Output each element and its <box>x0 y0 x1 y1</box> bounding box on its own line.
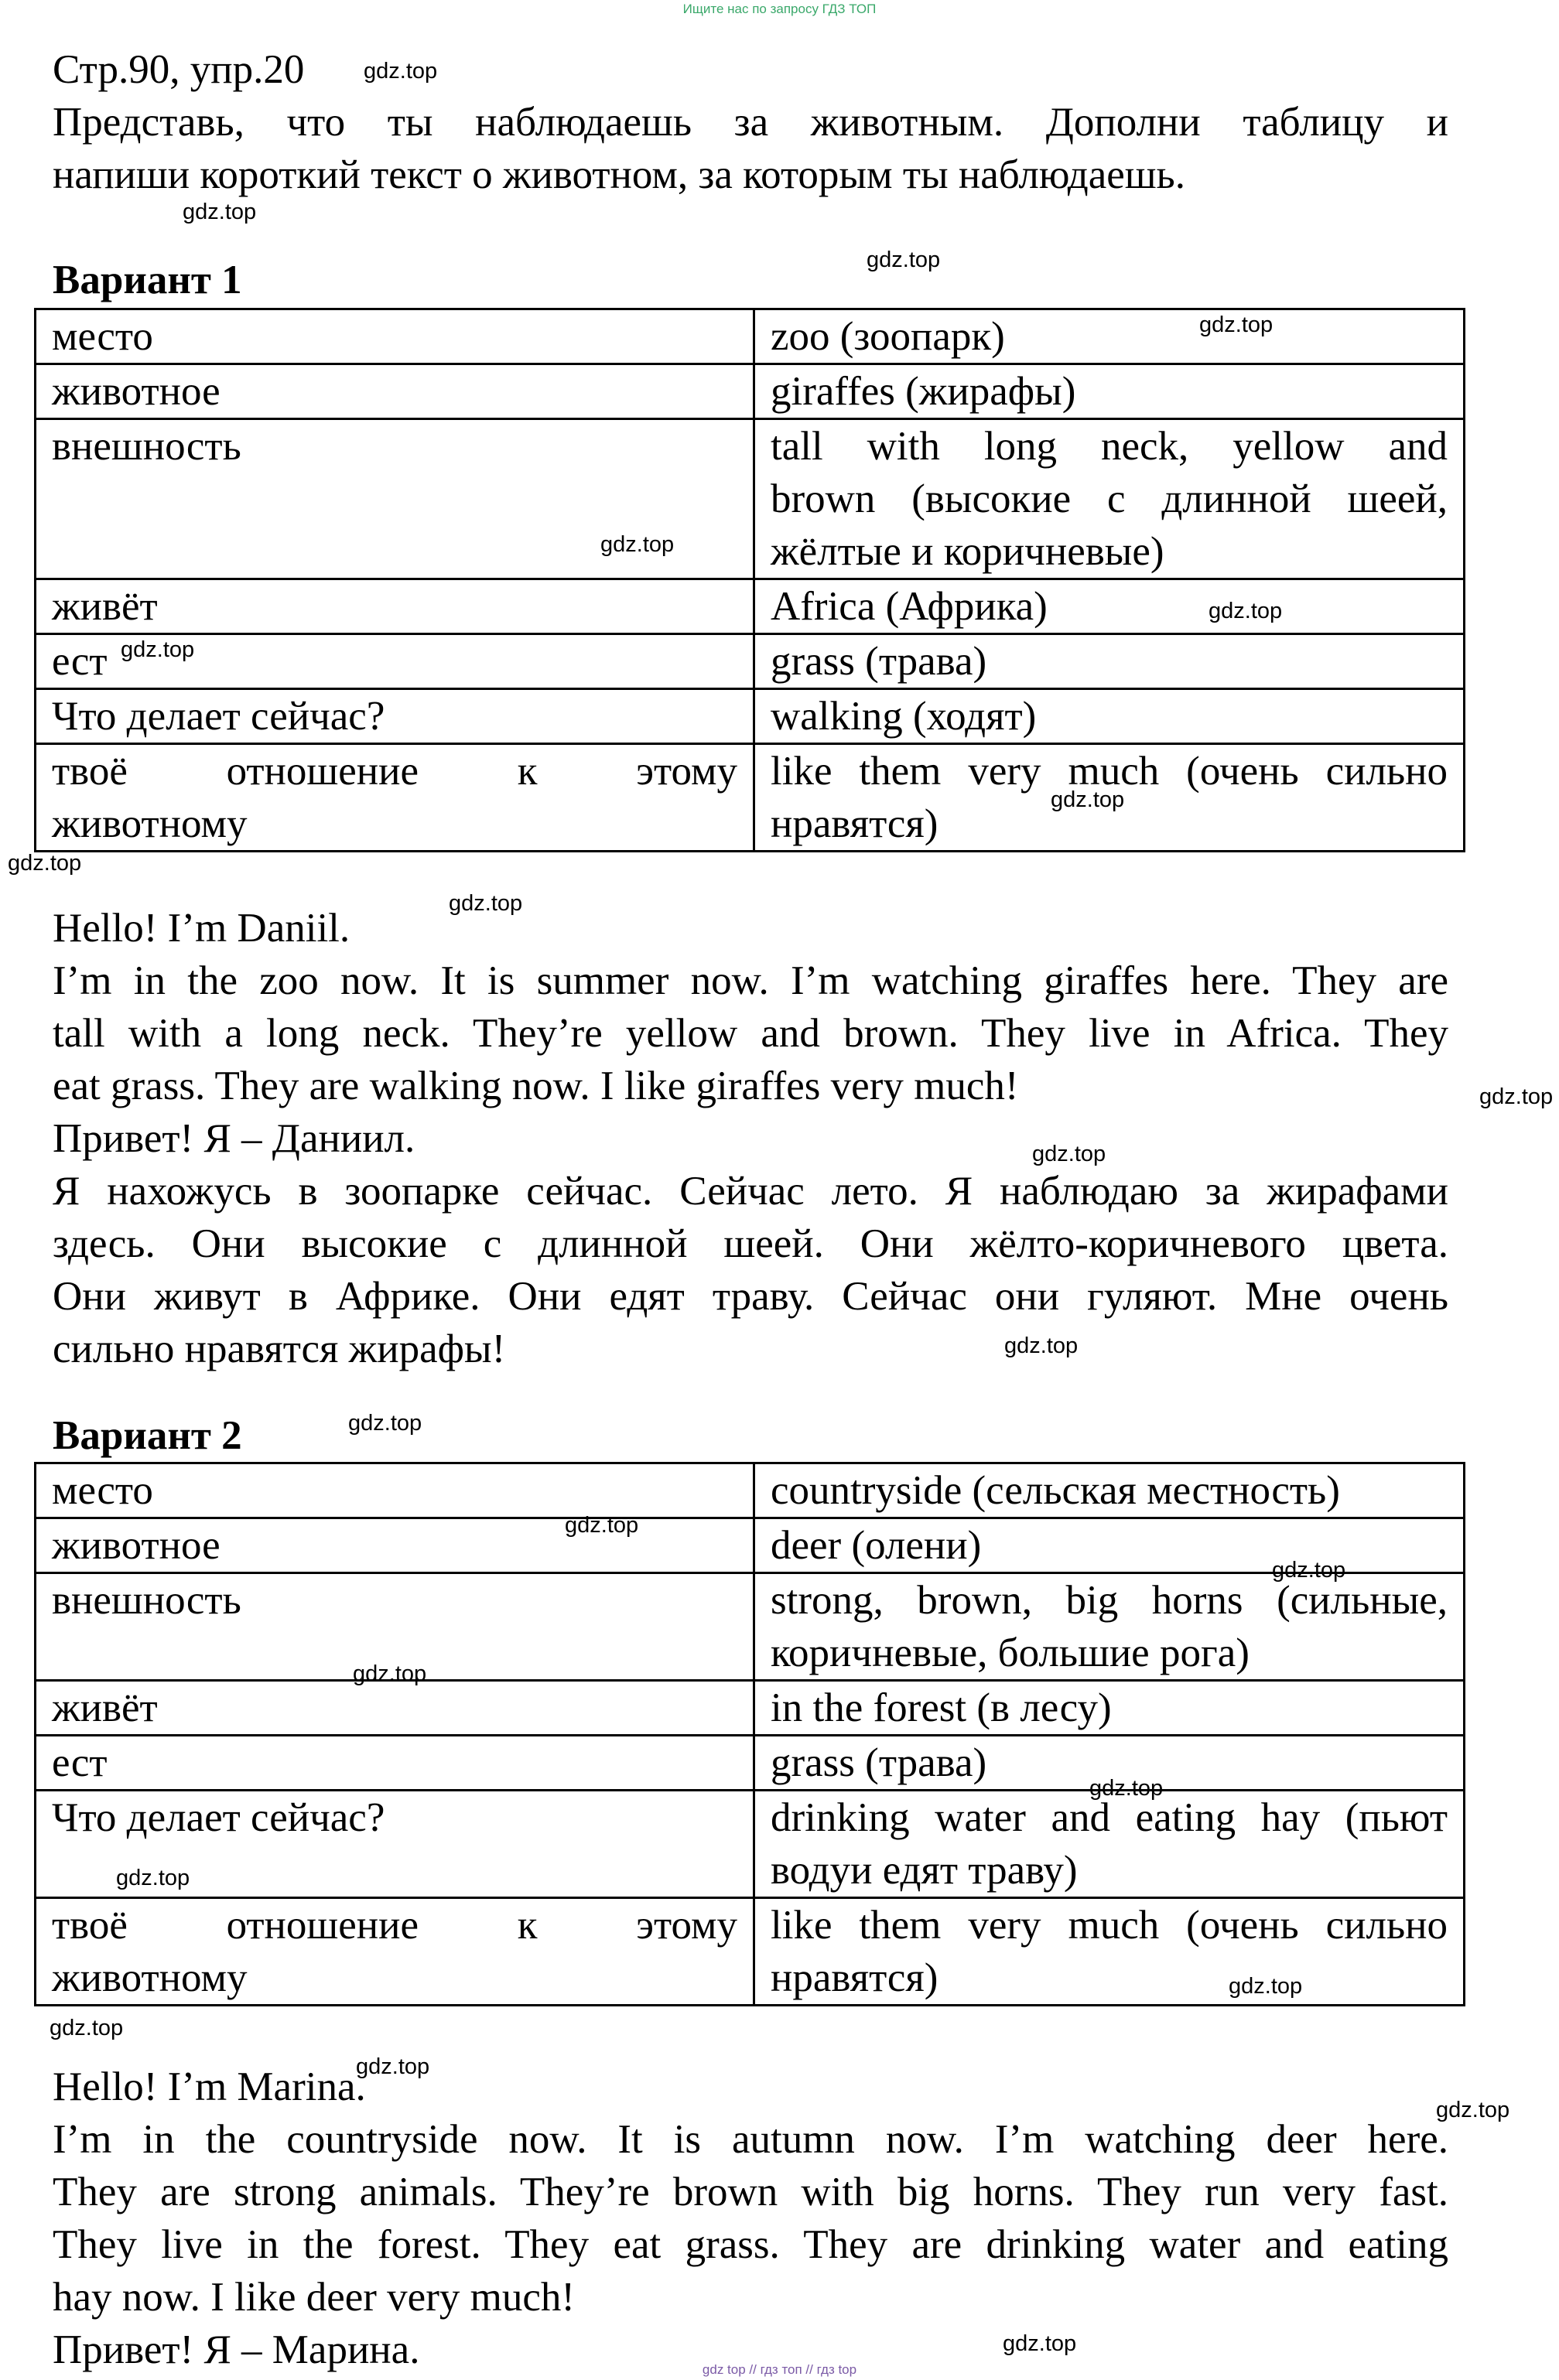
row-label: животное <box>36 364 754 419</box>
table-row <box>36 364 1465 419</box>
v1-en-line-3: tall with a long neck. They’re yellow and brown. They live in Africa. They <box>53 1011 1448 1056</box>
v1-en-line-2: I’m in the zoo now. It is summer now. I’m watching giraffes here. They are <box>53 958 1448 1003</box>
table-row <box>36 1518 1465 1573</box>
v2-en-line-2: I’m in the countryside now. It is autumn now. I’m watching deer here. <box>53 2117 1448 2162</box>
watermark: gdz.top <box>121 637 195 662</box>
v1-ru-line-4: Они живут в Африке. Они едят траву. Сейчас они гуляют. Мне очень <box>53 1274 1448 1319</box>
watermark: gdz.top <box>1209 599 1283 623</box>
row-value: like them very much (очень сильно нравятся) <box>754 744 1465 852</box>
watermark: gdz.top <box>1199 312 1274 337</box>
watermark: gdz.top <box>867 248 941 272</box>
watermark: gdz.top <box>116 1866 190 1890</box>
row-value: walking (ходят) <box>754 689 1465 744</box>
table-row <box>36 1791 1465 1898</box>
v2-en-line-1: Hello! I’m Marina. <box>53 2064 366 2109</box>
table-row <box>36 744 1465 852</box>
task-line-1: Представь, что ты наблюдаешь за животным. Дополни таблицу и <box>53 100 1448 145</box>
site-footer: gdz top // гдз топ // гдз top <box>702 2362 857 2377</box>
table-row <box>36 1573 1465 1681</box>
row-value: grass (трава) <box>754 634 1465 689</box>
site-banner: Ищите нас по запросу ГДЗ ТОП <box>682 2 877 16</box>
watermark: gdz.top <box>50 2016 124 2040</box>
row-value: countryside (сельская местность) <box>754 1463 1465 1518</box>
row-value: giraffes (жирафы) <box>754 364 1465 419</box>
v1-en-line-1: Hello! I’m Daniil. <box>53 906 350 951</box>
v1-ru-line-5: сильно нравятся жирафы! <box>53 1327 506 1371</box>
v2-ru-line-1: Привет! Я – Марина. <box>53 2327 420 2372</box>
watermark: gdz.top <box>1003 2331 1077 2356</box>
watermark: gdz.top <box>565 1513 639 1538</box>
v1-ru-line-3: здесь. Они высокие с длинной шеей. Они жёлто-коричневого цвета. <box>53 1221 1448 1266</box>
row-value: like them very much (очень сильно нравятся) <box>754 1898 1465 2006</box>
watermark: gdz.top <box>600 532 675 557</box>
variant-1-table <box>34 308 1465 852</box>
watermark: gdz.top <box>1229 1974 1303 1999</box>
row-label: место <box>36 309 754 364</box>
row-label: твоё отношение к этому животному <box>36 1898 754 2006</box>
watermark: gdz.top <box>1032 1142 1106 1166</box>
watermark: gdz.top <box>1051 787 1125 812</box>
row-label: живёт <box>36 1681 754 1736</box>
variant-1-title: Вариант 1 <box>53 258 242 302</box>
row-value: deer (олени) <box>754 1518 1465 1573</box>
row-label: внешность <box>36 1573 754 1681</box>
watermark: gdz.top <box>1004 1333 1079 1358</box>
table-row <box>36 689 1465 744</box>
table-row <box>36 634 1465 689</box>
table-row <box>36 419 1465 579</box>
row-label: внешность <box>36 419 754 579</box>
v2-en-line-5: hay now. I like deer very much! <box>53 2275 575 2320</box>
v1-ru-line-2: Я нахожусь в зоопарке сейчас. Сейчас лето. Я наблюдаю за жирафами <box>53 1169 1448 1214</box>
watermark: gdz.top <box>353 1661 427 1686</box>
task-line-2: напиши короткий текст о животном, за которым ты наблюдаешь. <box>53 152 1185 197</box>
variant-2-title: Вариант 2 <box>53 1413 242 1458</box>
row-label: живёт <box>36 579 754 634</box>
row-value: strong, brown, big horns (сильные, коричневые, большие рога) <box>754 1573 1465 1681</box>
row-value: drinking water and eating hay (пьют водуи едят траву) <box>754 1791 1465 1898</box>
row-label: ест <box>36 1736 754 1791</box>
watermark: gdz.top <box>348 1411 422 1436</box>
v1-en-line-4: eat grass. They are walking now. I like giraffes very much! <box>53 1064 1019 1108</box>
row-value: grass (трава) <box>754 1736 1465 1791</box>
row-label: место <box>36 1463 754 1518</box>
row-label: Что делает сейчас? <box>36 1791 754 1898</box>
row-label: ест <box>36 634 754 689</box>
row-value: zoo (зоопарк) <box>754 309 1465 364</box>
watermark: gdz.top <box>1479 1084 1554 1109</box>
row-value: in the forest (в лесу) <box>754 1681 1465 1736</box>
row-label: твоё отношение к этому животному <box>36 744 754 852</box>
v1-ru-line-1: Привет! Я – Даниил. <box>53 1116 415 1161</box>
v2-en-line-3: They are strong animals. They’re brown with big horns. They run very fast. <box>53 2170 1448 2214</box>
watermark: gdz.top <box>449 891 523 916</box>
watermark: gdz.top <box>1436 2098 1510 2122</box>
watermark: gdz.top <box>183 200 257 224</box>
row-value: tall with long neck, yellow and brown (высокие с длинной шеей, жёлтые и коричневые) <box>754 419 1465 579</box>
row-value: Africa (Африка) <box>754 579 1465 634</box>
watermark: gdz.top <box>1272 1558 1346 1583</box>
watermark: gdz.top <box>364 59 438 84</box>
table-row <box>36 1463 1465 1518</box>
row-label: животное <box>36 1518 754 1573</box>
v2-en-line-4: They live in the forest. They eat grass. They are drinking water and eating <box>53 2222 1448 2267</box>
table-row <box>36 1736 1465 1791</box>
watermark: gdz.top <box>356 2054 430 2079</box>
watermark: gdz.top <box>1089 1776 1164 1801</box>
page-reference: Стр.90, упр.20 <box>53 47 305 92</box>
row-label: Что делает сейчас? <box>36 689 754 744</box>
variant-2-table <box>34 1462 1465 2006</box>
table-row <box>36 1681 1465 1736</box>
watermark: gdz.top <box>8 851 82 876</box>
